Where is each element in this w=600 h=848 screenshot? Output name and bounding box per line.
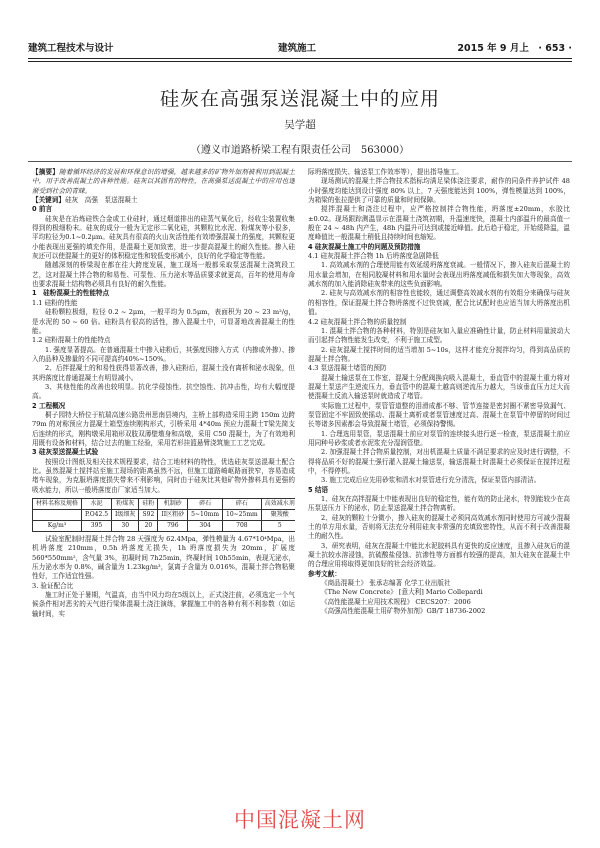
subsection-heading: 3. 验证配合比 [32, 581, 74, 590]
paragraph: 硅粉颗粒极细，粒径 0.2 ~ 2μm，一般平均为 0.5μm，表面积为 20 ~ 23 m²/g，是水泥的 50 ~ 60 倍。硅粉具有很高的活性，掺入混凝土中，可显著地改善混凝土的性能。 [32, 308, 295, 335]
paragraph: 3、研究表明，硅灰在混凝土中能比水泥胶料具有更快的反应速度，且掺入硅灰后的混凝土抗较水溶浸蚀，抗硫酸盐侵蚀、抗渗性等方面都有较强的提高，加大硅灰在混凝土中的合理应用将取得更加良好的社会经济效益。 [308, 541, 570, 569]
table-cell: I级细灰 [112, 510, 139, 521]
paragraph: 3. 施工完成后应先用砂浆和清水对泵管进行充分清洗，保证泵管内部清洁。 [321, 476, 541, 485]
reference-item: 《高性能混凝土应用技术规程》 CECS207：2006 [321, 597, 471, 606]
paragraph: 混凝土输送泵在工作室，混凝土分配阀换向吸入混凝土，垂直管中的混凝土重力将对混凝土泵送产生逆流压力，垂直管中的混凝土越高则逆流压力越大，当该垂直压力过大而使混凝土反流入输送泵时就造成了堵管。 [308, 373, 570, 401]
table-cell: 5 [261, 521, 295, 532]
subsection-heading: 1.2 硅粉混凝土的性能特点 [32, 336, 111, 345]
subsection-heading: 4.2 硅灰混凝土拌合物的质量控制 [308, 317, 407, 326]
table-cell: 796 [158, 521, 188, 532]
section-name: 建筑施工 [278, 43, 317, 54]
table-row [33, 510, 296, 521]
paragraph: 施工时正处于暑期，气温高，由当中风力均在5级以上，正式浇注前，必须选定一个气候条件相对恶劣的天气进行梁体混凝土浇注演练，掌握施工中的各种有利不利参数（如运输时间，实 [32, 591, 295, 618]
keywords-text: 硅灰 高强 泵送混凝土 [64, 196, 138, 205]
table-cell: 硅粉 [139, 499, 158, 510]
table-cell: 机制砂 [158, 499, 188, 510]
section-heading: 3 硅灰泵送混凝土试验 [32, 448, 99, 457]
paragraph: 2. 硅灰混凝土搅拌时间的适当增加 5~10s，这样才能充分搅拌均匀，得到高品质的混凝土拌合物。 [308, 345, 570, 363]
paragraph: 随越深刻的桥梁现在都在往大跨度发展，施工现场一般都采取泵送混凝土浇筑段工艺，这对混凝土拌合物的和易性、可泵性、压力泌水等品质要求就更高，百年的使用寿命也要求混凝土结构物必须具有良好的耐久性能。 [32, 261, 295, 289]
section-heading: 4 硅灰混凝土施工中的问题及预防措施 [308, 242, 421, 251]
paragraph: 2、后拌混凝土的和易性获得显著改善，掺入硅粉后，混凝土没有离析和泌水现象，但其坍落度比普通混凝土有明显减小。 [32, 364, 295, 382]
header-rule-thin [28, 61, 572, 62]
author-affiliation: （遵义市道路桥梁工程有限责任公司 563000） [190, 145, 410, 156]
table-cell: 碎石 [188, 499, 223, 510]
table-cell: 材料名称及规格 [33, 499, 82, 510]
site-watermark: 中国混凝土网 [234, 808, 366, 832]
table-cell: 395 [82, 521, 112, 532]
author-name: 吴学超 [284, 119, 316, 131]
table-cell: 粉煤灰 [112, 499, 139, 510]
references-heading: 参考文献： [308, 569, 341, 578]
table-header-row [33, 499, 296, 510]
paragraph: 际坍落度损失、输送泵工作效率等），提出指导施工。 [308, 168, 463, 176]
table-cell: 304 [188, 521, 223, 532]
paragraph: 按照设计图纸及相关技术规程要求，结合工地材料的特性，优选硅灰泵送混凝土配合比。虽然混凝土搅拌站至施工现场的距离虽然不远，但施工道路崎岖路面狭窄，容易造成堵车现象，为克服坍落度损失带来不利影响，同时由于硅灰比其他矿物外掺料具有更强的吸水能力，所以一般坍落度由厂家适当加大。 [32, 457, 295, 494]
table-cell: II区粗砂 [158, 510, 188, 521]
paragraph: 现场测试的混凝土拌合物技术指标均满足梁体浇注要求，耐作的同条件养护试件 48 小时强度均能达到设计强度 80% 以上，7 天强度能达到 100%，弹性模量达到 100%，为箱梁的张拉提供了可靠的质量和时间保障。 [308, 177, 570, 205]
table-cell: 30 [112, 521, 139, 532]
paragraph: 2. 加强混凝土拌合物质量控制，对出机混凝土质量不满足要求的应及时进行调整，不得将品质不好的混凝土强行灌入混凝土输送泵，输送混凝土时混凝土必须保证在搅拌过程中，不得停机。 [308, 448, 570, 475]
issue-page-number: 2015 年 9 月上 · 653 · [457, 43, 572, 54]
table-cell: 708 [223, 521, 262, 532]
paragraph: 1. 强度显著提高。在普通混凝土中掺入硅粉后，其强度因掺入方式（内掺或外掺）、掺入的品种及掺量的不同可提高约40%~150%。 [32, 345, 295, 363]
title-divider [28, 161, 572, 162]
table-cell: 聚羧酸 [261, 510, 295, 521]
table-cell: 5~10mm [188, 510, 223, 521]
table-row [33, 521, 296, 532]
references [308, 570, 570, 617]
paragraph: 1、硅灰在高拌混凝土中能表现出良好的稳定性，能有效的防止泌水，特别能较少在高压泵送压力下的泌水，防止泵送混凝土拌合物离析。 [308, 495, 570, 513]
subsection-heading: 4.3 泵送混凝土堵管的预防 [308, 364, 387, 373]
table-cell: Kg/m³ [33, 521, 82, 532]
paragraph: 硅灰是在冶炼硅铁合金或工业硅时，通过烟道排出的硅蒸气氧化后，经收尘装置收集得到的极细粉末。硅灰的成分一般为无定形二氧化硅，其颗粒比水泥、粉煤灰等小很多，平均粒径为0.1~0.2μm。硅灰具有很高的火山灰活性能有效增强混凝土的强度，其颗粒更小能表现出更强的填充作用，是混凝土更加致密，进一步提高混凝土的耐久性能。掺入硅灰还可以使混凝土的更好的体积稳定性和较低变形减小，良好的化学稳定等性能。 [32, 214, 295, 261]
abstract-label: 【摘要】 [32, 168, 59, 176]
table-cell: 水泥 [82, 499, 112, 510]
paragraph: 1. 高效减水剂的合理使用能有效延缓坍落度衰减。一般情况下，掺入硅灰后混凝土的用水量会增加，在相同胶凝材料和用水量时会表现出坍落度减低和损失加大等现象，高效减水剂的加入能消除硅灰带来的这些负面影响。 [308, 261, 570, 289]
table-cell: 10~25mm [223, 510, 262, 521]
paragraph: 2、硅灰的颗粒十分微小，掺入硅灰的混凝土必须同高效减水剂同时使用方可减少混凝土的单方用水量，否则将无法充分利用硅灰非常强的充填致密特性，从而不利于改善混凝土的耐久性。 [308, 513, 570, 541]
journal-name: 建筑工程技术与设计 [28, 43, 114, 54]
paragraph: 3、其他性能的改善也较明显。抗化学侵蚀性、抗空蚀性、抗冲击性，均有大幅度提高。 [32, 382, 295, 401]
reference-item: 《高强高性能混凝土用矿物外加剂》GB/T 18736-2002 [321, 607, 486, 616]
section-heading: 5 结语 [308, 485, 329, 494]
table-cell: 高效减水剂 [261, 499, 295, 510]
subsection-heading: 4.1 硅灰混凝土拌合物 1h 后坍落度急剧降低 [308, 252, 439, 261]
subsection-heading: 1.1 硅粉的性能 [32, 298, 78, 307]
table-cell [33, 510, 82, 521]
left-column [32, 168, 295, 728]
section-heading: 2 工程概况 [32, 401, 66, 410]
keywords [32, 196, 295, 205]
paragraph: 搅拌混凝土和浇注过程中，应严格控制拌合物性能，坍落度±20mm，水胶比 ±0.02。现场跟踪测温显示在混凝土浇筑初期，升温速度快，混凝土内部温升的最高值一般在 24 ~ 48h 内产生，48h 内温升可达到或接近峰值。此后趋于稳定，开始缓降温，温度峰值比一般混凝土稍低且持续时间也缩短。 [308, 205, 570, 242]
reference-item: 《商品混凝土》 张承志编著 化学工业出版社 [321, 579, 451, 588]
right-column [308, 168, 570, 768]
section-heading: 0 前言 [32, 205, 53, 214]
table-cell: 碎石 [223, 499, 262, 510]
paragraph: 桐子园特大桥位于杭瑞高速公路贵州思南县境内，主桥上部构造采用主跨 150m 边跨 79m 的对称预应力混凝土箱型连续刚构形式，引桥采用 4*40m 预应力混凝土T梁先简支后连续的形式，刚构墩采用箱形双肢双薄壁墩身和高墩，采用 C50 混凝土，为了有效地利用既有设备和材料，结合过去的施工经验，采用若形挂篮悬臂浇筑施工工艺完成。 [32, 410, 295, 447]
paragraph: 1. 混凝土拌合物的各种材料，特别是硅灰如入量应准确性计量，防止材料用量波动大而引起拌合物性能发生改变，不利于施工成型。 [308, 326, 570, 345]
paragraph: 试验室配制时混凝土拌合物 28 天强度为 62.4Mpa，弹性模量为 4.67*10⁴Mpa，出机坍落度 210mm，0.5h 坍落度无损失，1h 坍落度损失为 20mm，扩展度 560*550mm²，含气量 3%，初凝时间 7h25min，终凝时间 10h55min，表现无泌水，压力泌水率为 0.8%，碱含量为 1.23kg/m³，氯离子含量为 0.016%，混凝土拌合物粘聚性好，工作适宜性强。 [32, 535, 295, 581]
table-cell: S92 [139, 510, 158, 521]
abstract [32, 168, 295, 196]
header-rule-thick [28, 58, 572, 59]
paragraph: 2. 硅灰与高效减水剂的相容性也能较，通过调整高效减水剂的有效组分来确保与硅灰的相容性，保证混凝土拌合物坍落度不过快衰减，配合比试配时也应适当加大坍落度出机值。 [308, 289, 570, 317]
table-cell: P.O42.5 [82, 510, 112, 521]
table-cell: 20 [139, 521, 158, 532]
section-heading: 1 硅粉混凝土的性能特点 [32, 289, 110, 298]
reference-item: 《The New Concrete》 [意大利] Mario Collepardi [321, 588, 483, 597]
keywords-label: 【关键词】 [32, 196, 65, 205]
running-header [28, 40, 572, 56]
mix-proportion-table [32, 498, 295, 532]
article-title: 硅灰在高强泵送混凝土中的应用 [159, 88, 440, 110]
paragraph: 实际施工过程中，泵管管道整的泪滑成都不够、管节连接是密封圈不紧密导致漏气、泵管固定不牢固致使摇动、混凝土离析或者泵管速度过高、混凝土在泵管中停留的时间过长等诸多因素都会导致混凝土堵管，必须保持警惕。 [308, 401, 570, 429]
abstract-text: 随着循环经济的发展和环保意识的增强，越来越多的矿物外加剂被利用到混凝土中，用于改善混凝土的各种性能。硅灰以其固有的特性，在高强泵送混凝土中的应用也逐渐受到社会的青睐。 [32, 168, 295, 195]
paragraph: 1. 合理选用泵管，泵送混凝土前应对泵管的连续接头进行逐一检查，泵送混凝土前应用同种号砂浆或者水泥浆充分湿润管壁。 [308, 429, 570, 447]
